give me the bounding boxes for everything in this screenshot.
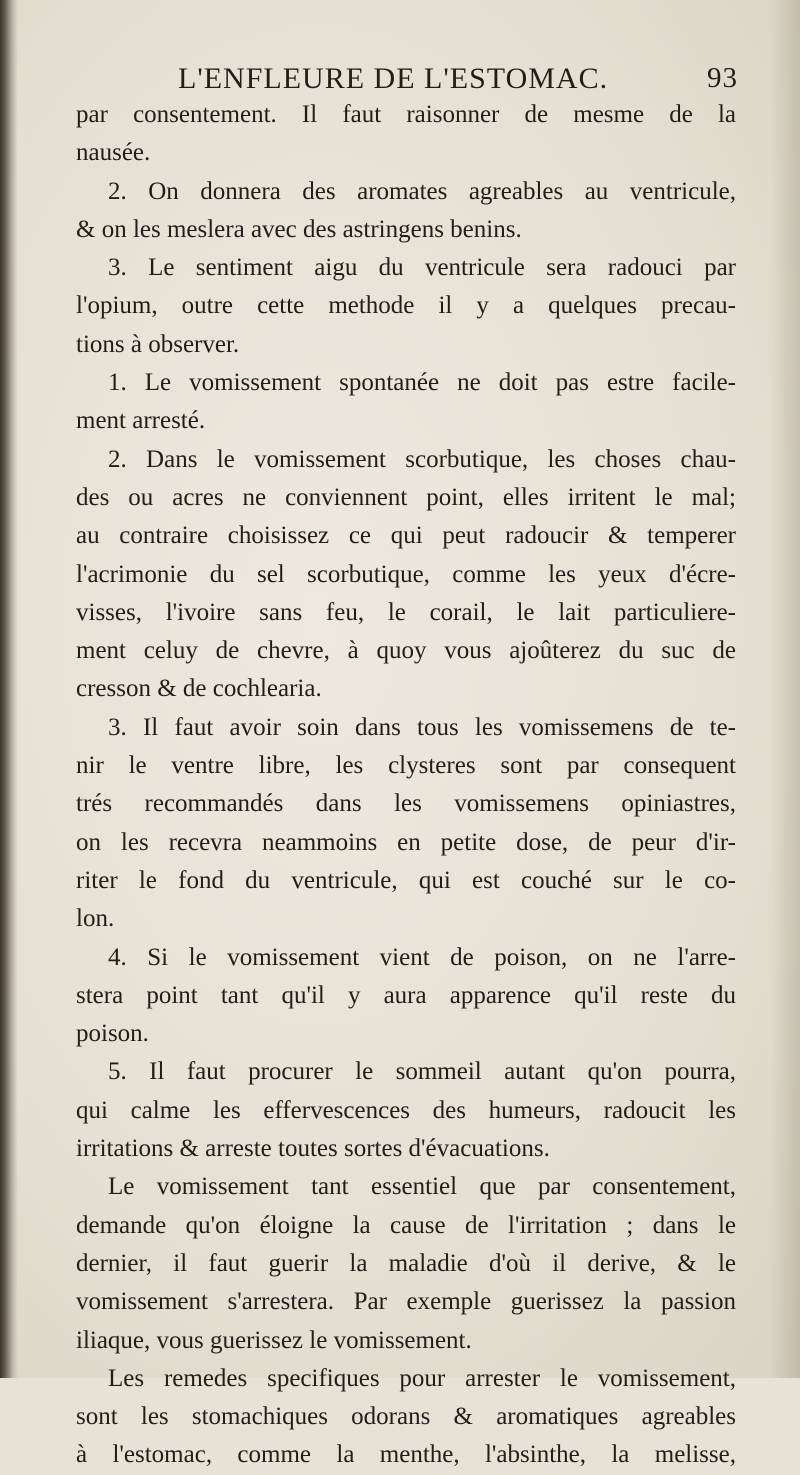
text-line: l'acrimonie du sel scorbutique, comme les yeux d'écre- — [76, 560, 736, 588]
text-line: au contraire choisissez ce qui peut radoucir & temperer — [76, 522, 736, 550]
page-edge-shadow — [770, 0, 800, 1378]
text-line: l'opium, outre cette methode il y a quelques precau- — [76, 292, 736, 320]
running-header — [178, 62, 738, 98]
text-line: 3. Il faut avoir soin dans tous les vomissemens de te- — [108, 713, 736, 741]
text-line: irritations & arreste toutes sortes d'évacuations. — [76, 1135, 550, 1163]
text-line: 3. Le sentiment aigu du ventricule sera radouci par — [108, 254, 736, 282]
text-line: à l'estomac, comme la menthe, l'absinthe, la melisse, — [76, 1441, 736, 1469]
text-line: trés recommandés dans les vomissemens opiniastres, — [76, 790, 736, 818]
text-line: poison. — [76, 1020, 149, 1048]
text-line: lon. — [76, 905, 115, 933]
text-line: iliaque, vous guerissez le vomissement. — [76, 1326, 472, 1354]
text-line: 4. Si le vomissement vient de poison, on ne l'arre- — [108, 943, 736, 971]
text-line: Le vomissement tant essentiel que par consentement, — [108, 1173, 736, 1201]
page-number: 93 — [707, 62, 738, 94]
text-line: visses, l'ivoire sans feu, le corail, le lait particuliere- — [76, 598, 736, 626]
page-binding-edge — [0, 0, 18, 1378]
text-line: 2. Dans le vomissement scorbutique, les choses chau- — [108, 445, 736, 473]
header-title: L'ENFLEURE DE L'ESTOMAC. — [178, 62, 609, 95]
text-line: tions à observer. — [76, 330, 240, 358]
body-text — [76, 96, 736, 1475]
text-line: Les remedes specifiques pour arrester le vomissement, — [108, 1364, 736, 1392]
text-line: des ou acres ne conviennent point, elles irritent le mal; — [76, 483, 736, 511]
text-line: ment arresté. — [76, 407, 206, 435]
text-line: demande qu'on éloigne la cause de l'irritation ; dans le — [76, 1211, 736, 1239]
text-line: 2. On donnera des aromates agreables au ventricule, — [108, 177, 736, 205]
text-line: riter le fond du ventricule, qui est couché sur le co- — [76, 866, 736, 894]
text-line: vomissement s'arrestera. Par exemple guerissez la passion — [76, 1288, 736, 1316]
text-line: par consentement. Il faut raisonner de mesme de la — [76, 101, 736, 128]
text-line: nausée. — [76, 139, 151, 167]
text-line: nir le ventre libre, les clysteres sont par consequent — [76, 752, 736, 780]
text-line: qui calme les effervescences des humeurs, radoucit les — [76, 1096, 736, 1124]
text-line: on les recevra neammoins en petite dose, de peur d'ir- — [76, 828, 736, 856]
text-line: 5. Il faut procurer le sommeil autant qu'on pourra, — [108, 1058, 736, 1086]
text-line: cresson & de cochlearia. — [76, 675, 322, 703]
text-line: ment celuy de chevre, à quoy vous ajoûterez du suc de — [76, 637, 736, 665]
text-line: stera point tant qu'il y aura apparence qu'il reste du — [76, 981, 736, 1009]
text-line: & on les meslera avec des astringens benins. — [76, 215, 522, 243]
text-line: sont les stomachiques odorans & aromatiques agreables — [76, 1403, 736, 1431]
text-line: 1. Le vomissement spontanée ne doit pas estre facile- — [108, 369, 736, 397]
text-line: dernier, il faut guerir la maladie d'où il derive, & le — [76, 1249, 736, 1277]
